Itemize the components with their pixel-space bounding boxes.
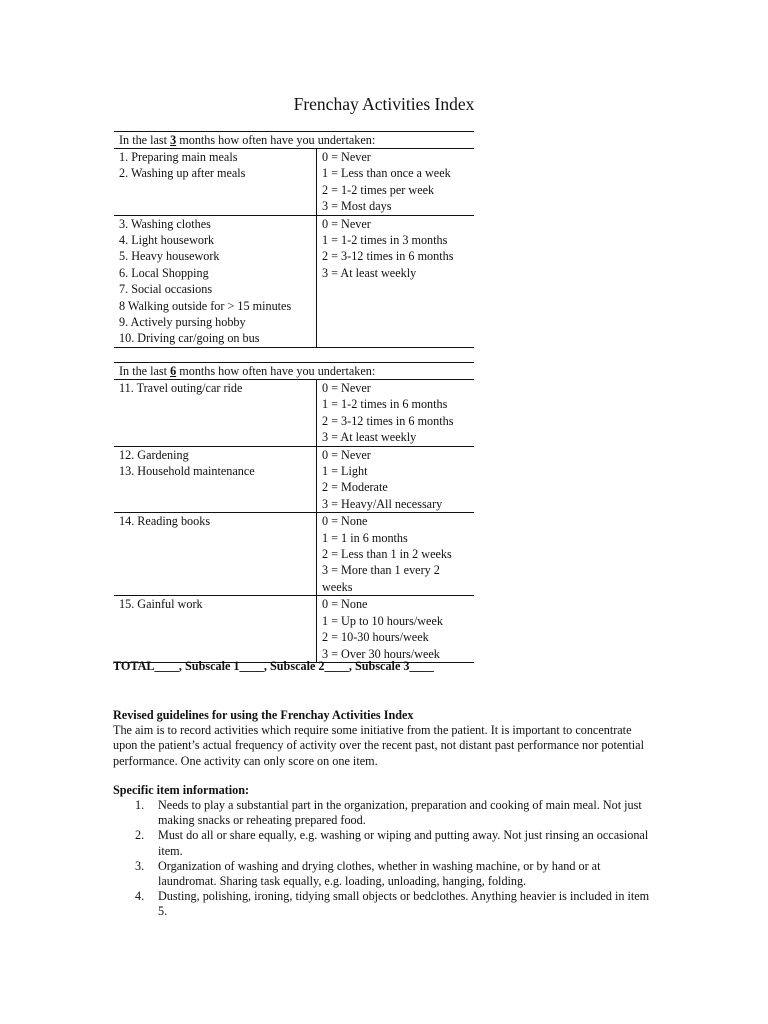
activity-item: 7. Social occasions bbox=[119, 282, 213, 297]
scoring-scale-cell bbox=[317, 216, 474, 347]
list-item-text: Needs to play a substantial part in the organization, preparation and cooking of main meal. Not just making snacks or reheating prepared food. bbox=[158, 798, 642, 828]
scale-option: 2 = 3-12 times in 6 months bbox=[322, 249, 454, 264]
guidelines-section bbox=[113, 708, 653, 920]
scale-option: 1 = 1 in 6 months bbox=[322, 530, 408, 545]
scale-option: 0 = Never bbox=[322, 150, 371, 164]
scale-option: 1 = 1-2 times in 3 months bbox=[322, 233, 448, 248]
activity-item: 15. Gainful work bbox=[119, 597, 203, 612]
guidelines-intro: The aim is to record activities which require some initiative from the patient. It is important to concentrate upon the patient’s actual frequency of activity over the recent past, not distant past performance nor potential performance. One activity can only score on one item. bbox=[113, 723, 644, 768]
scoring-scale-cell bbox=[317, 149, 474, 215]
scale-option: 2 = 10-30 hours/week bbox=[322, 630, 429, 645]
scale-option: 3 = More than 1 every 2 weeks bbox=[322, 563, 440, 594]
total-score-line: TOTAL____, Subscale 1____, Subscale 2____, Subscale 3____ bbox=[113, 659, 434, 673]
table-row bbox=[114, 596, 474, 663]
activity-item: 9. Actively pursing hobby bbox=[119, 315, 246, 330]
table-6-months bbox=[114, 362, 474, 663]
scale-option: 0 = Never bbox=[322, 216, 371, 231]
scale-option: 0 = None bbox=[322, 597, 368, 612]
activity-item: 11. Travel outing/car ride bbox=[119, 381, 243, 395]
activity-item: 12. Gardening bbox=[119, 447, 189, 462]
page-title: Frenchay Activities Index bbox=[293, 94, 475, 114]
header-prefix: In the last bbox=[119, 364, 171, 378]
activity-items-cell bbox=[114, 447, 317, 513]
table-row bbox=[114, 447, 474, 514]
header-suffix: months how often have you undertaken: bbox=[176, 133, 376, 147]
activity-item: 8 Walking outside for > 15 minutes bbox=[119, 298, 292, 313]
activity-item: 1. Preparing main meals bbox=[119, 150, 238, 164]
scale-option: 1 = Less than once a week bbox=[322, 166, 451, 181]
table-row bbox=[114, 380, 474, 447]
scale-option: 2 = 1-2 times per week bbox=[322, 182, 435, 197]
list-item-text: Dusting, polishing, ironing, tidying small objects or bedclothes. Anything heavier is included in item 5. bbox=[158, 889, 650, 919]
scoring-scale-cell bbox=[317, 596, 474, 662]
scale-option: 2 = Moderate bbox=[322, 480, 388, 495]
scale-option: 2 = Less than 1 in 2 weeks bbox=[322, 547, 452, 562]
activity-items-cell bbox=[114, 513, 317, 595]
specific-info-heading: Specific item information: bbox=[113, 782, 250, 797]
table-3-months-header bbox=[114, 131, 474, 149]
list-item-text: Organization of washing and drying clothes, whether in washing machine, or by hand or at laundromat. Sharing task equally, e.g. loading, unloading, hanging, folding. bbox=[158, 858, 601, 889]
scale-option: 1 = 1-2 times in 6 months bbox=[322, 397, 448, 412]
scale-option: 0 = None bbox=[322, 514, 368, 529]
list-item-number: 1. bbox=[135, 798, 145, 813]
activity-item: 2. Washing up after meals bbox=[119, 166, 246, 181]
scale-option: 3 = At least weekly bbox=[322, 430, 417, 445]
list-item-number: 2. bbox=[135, 828, 145, 843]
activity-item: 4. Light housework bbox=[119, 233, 215, 248]
table-row bbox=[114, 216, 474, 348]
activity-item: 14. Reading books bbox=[119, 514, 211, 529]
guidelines-heading: Revised guidelines for using the Frenchay Activities Index bbox=[113, 708, 414, 722]
activity-item: 5. Heavy housework bbox=[119, 249, 220, 264]
header-prefix: In the last bbox=[119, 133, 171, 147]
scoring-scale-cell bbox=[317, 513, 474, 595]
activity-item: 13. Household maintenance bbox=[119, 464, 255, 479]
header-period-number: 6 bbox=[170, 364, 177, 378]
list-item-number: 3. bbox=[135, 858, 145, 873]
specific-info-list bbox=[113, 798, 653, 920]
header-period-number: 3 bbox=[170, 133, 177, 147]
activity-items-cell bbox=[114, 216, 317, 347]
table-6-months-header bbox=[114, 362, 474, 380]
activity-item: 10. Driving car/going on bus bbox=[119, 331, 260, 346]
activity-item: 3. Washing clothes bbox=[119, 216, 211, 231]
scoring-scale-cell bbox=[317, 380, 474, 446]
header-suffix: months how often have you undertaken: bbox=[176, 364, 376, 378]
table-row bbox=[114, 149, 474, 216]
scale-option: 3 = Heavy/All necessary bbox=[322, 496, 443, 511]
table-row bbox=[114, 513, 474, 596]
scale-option: 3 = Over 30 hours/week bbox=[322, 646, 440, 661]
scale-option: 1 = Light bbox=[322, 464, 368, 479]
list-item bbox=[113, 828, 653, 858]
scale-option: 0 = Never bbox=[322, 447, 371, 462]
list-item bbox=[113, 859, 653, 889]
activity-items-cell bbox=[114, 380, 317, 446]
scale-option: 3 = Most days bbox=[322, 199, 392, 214]
scoring-scale-cell bbox=[317, 447, 474, 513]
list-item-number: 4. bbox=[135, 889, 145, 904]
list-item-text: Must do all or share equally, e.g. washing or wiping and putting away. Not just rinsing an occasional item. bbox=[158, 828, 649, 858]
list-item bbox=[113, 798, 653, 828]
scale-option: 3 = At least weekly bbox=[322, 265, 417, 280]
activity-items-cell bbox=[114, 596, 317, 662]
scale-option: 1 = Up to 10 hours/week bbox=[322, 613, 443, 628]
activity-items-cell bbox=[114, 149, 317, 215]
scale-option: 2 = 3-12 times in 6 months bbox=[322, 413, 454, 428]
list-item bbox=[113, 889, 653, 919]
scale-option: 0 = Never bbox=[322, 381, 371, 395]
table-3-months bbox=[114, 131, 474, 348]
activity-item: 6. Local Shopping bbox=[119, 265, 209, 280]
